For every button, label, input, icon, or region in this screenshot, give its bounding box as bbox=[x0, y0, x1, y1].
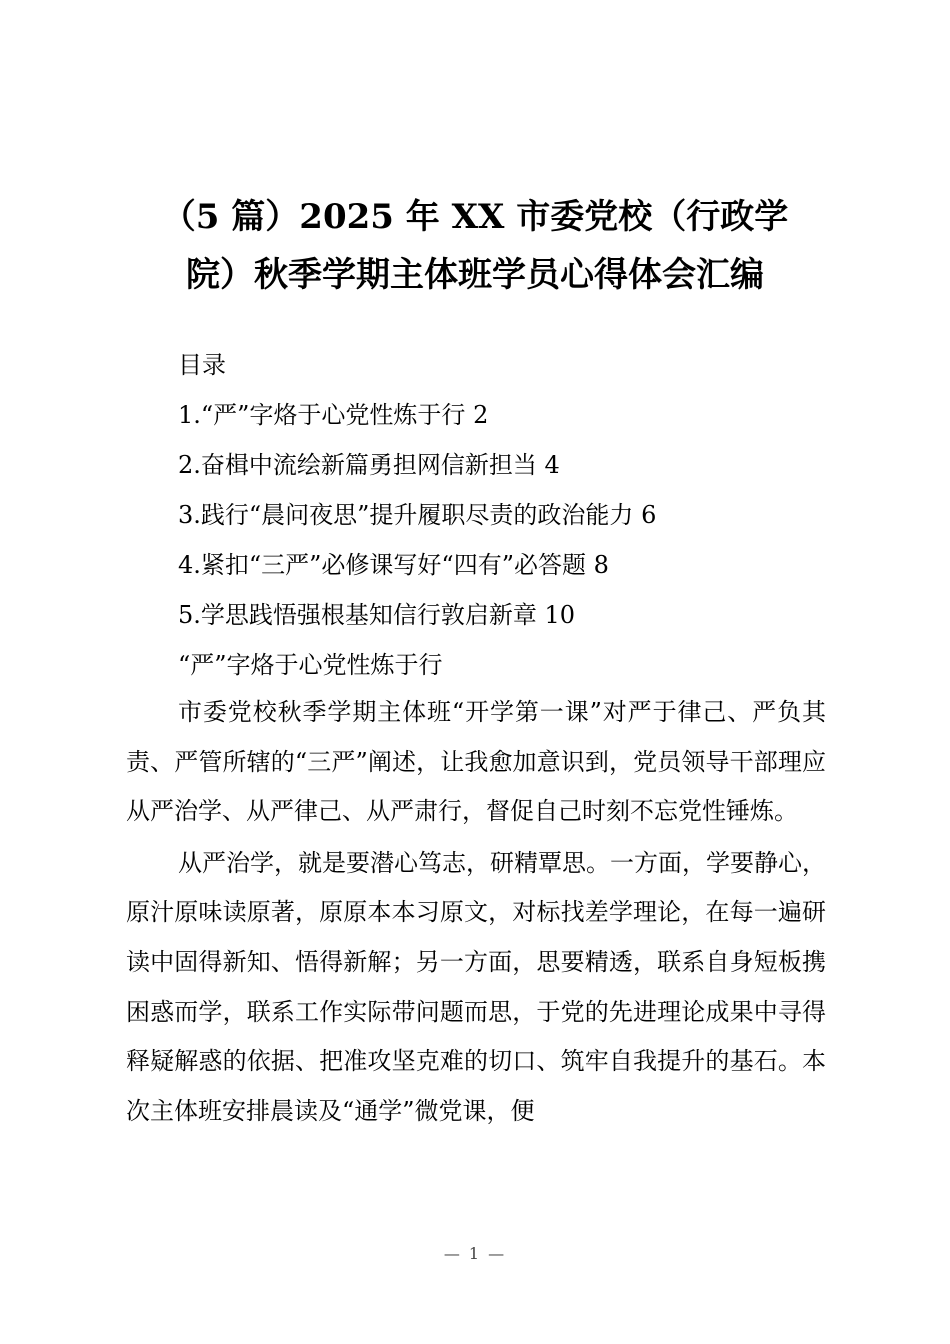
page-number: — 1 — bbox=[443, 1244, 507, 1263]
toc-item-4: 4.紧扣“三严”必修课写好“四有”必答题 8 bbox=[178, 551, 609, 579]
toc-item-1: 1.“严”字烙于心党性炼于行 2 bbox=[178, 401, 489, 429]
table-of-contents bbox=[178, 340, 828, 690]
title-line-1: （5 篇）2025 年 XX 市委党校（行政学 bbox=[161, 197, 789, 237]
paragraph-1: 市委党校秋季学期主体班“开学第一课”对严于律己、严负其责、严管所辖的“三严”阐述，让我愈加意识到，党员领导干部理应从严治学、从严律己、从严肃行，督促自己时刻不忘党性锤炼。 bbox=[126, 698, 826, 826]
section-heading: “严”字烙于心党性炼于行 bbox=[178, 651, 443, 679]
document-title bbox=[110, 188, 840, 304]
toc-heading: 目录 bbox=[178, 351, 226, 379]
body-text bbox=[126, 688, 826, 1136]
paragraph-2: 从严治学，就是要潜心笃志，研精覃思。一方面，学要静心，原汁原味读原著，原原本本习原文，对标找差学理论，在每一遍研读中固得新知、悟得新解；另一方面，思要精透，联系自身短板携困惑而学，联系工作实际带问题而思，于党的先进理论成果中寻得释疑解惑的依据、把准攻坚克难的切口、筑牢自我提升的基石。本次主体班安排晨读及“通学”微党课，便 bbox=[126, 848, 826, 1125]
toc-item-2: 2.奋楫中流绘新篇勇担网信新担当 4 bbox=[178, 451, 560, 479]
toc-item-5: 5.学思践悟强根基知信行敦启新章 10 bbox=[178, 601, 576, 629]
toc-item-3: 3.践行“晨问夜思”提升履职尽责的政治能力 6 bbox=[178, 501, 657, 529]
title-line-2: 院）秋季学期主体班学员心得体会汇编 bbox=[186, 255, 764, 295]
